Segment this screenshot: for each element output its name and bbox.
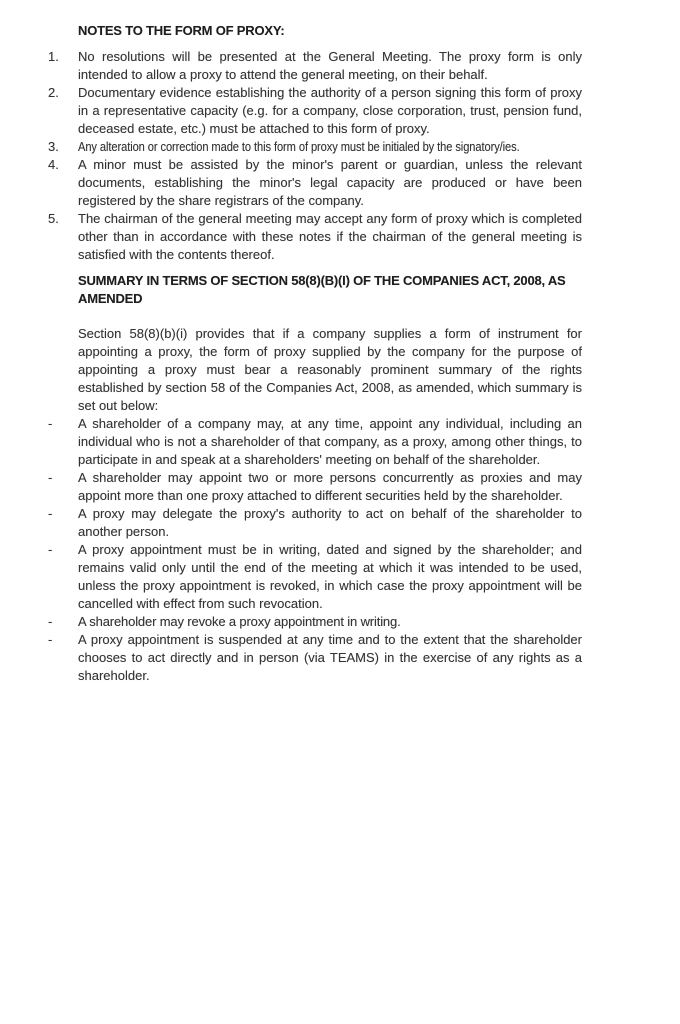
summary-point-text: A proxy appointment is suspended at any time and to the extent that the shareholder chooses to act directly and in person (via TEAMS) in the exercise of any rights as a shareholder. bbox=[78, 632, 582, 683]
dash-bullet: - bbox=[48, 506, 53, 521]
summary-heading: SUMMARY IN TERMS OF SECTION 58(8)(B)(I) OF THE COMPANIES ACT, 2008, AS AMENDED bbox=[78, 273, 566, 306]
note-item bbox=[48, 48, 582, 84]
summary-point bbox=[48, 415, 582, 469]
notes-list bbox=[48, 48, 582, 264]
dash-bullet: - bbox=[48, 614, 53, 629]
summary-intro: Section 58(8)(b)(i) provides that if a company supplies a form of instrument for appointing a proxy, the form of proxy supplied by the company for the purpose of appointing a proxy must bear a reasonably prominent summary of the rights established by section 58 of the Companies Act, 2008, as amended, which summary is set out below: bbox=[78, 326, 582, 413]
note-item bbox=[48, 210, 582, 264]
dash-bullet: - bbox=[48, 542, 53, 557]
summary-point bbox=[48, 541, 582, 613]
summary-point-text: A shareholder may revoke a proxy appointment in writing. bbox=[78, 614, 401, 629]
dash-bullet: - bbox=[48, 632, 53, 647]
summary-point bbox=[48, 631, 582, 685]
note-number: 5. bbox=[48, 211, 59, 226]
note-number: 4. bbox=[48, 157, 59, 172]
summary-point-text: A proxy may delegate the proxy's authority to act on behalf of the shareholder to another person. bbox=[78, 506, 582, 539]
summary-point bbox=[48, 469, 582, 505]
dash-bullet: - bbox=[48, 416, 53, 431]
note-number: 1. bbox=[48, 49, 59, 64]
summary-points-list bbox=[48, 415, 582, 685]
note-item bbox=[48, 84, 582, 138]
note-text: No resolutions will be presented at the General Meeting. The proxy form is only intended to allow a proxy to attend the general meeting, on their behalf. bbox=[78, 49, 582, 82]
summary-point-text: A shareholder may appoint two or more persons concurrently as proxies and may appoint more than one proxy attached to different securities held by the shareholder. bbox=[78, 470, 582, 503]
summary-point-text: A shareholder of a company may, at any time, appoint any individual, including an individual who is not a shareholder of that company, as a proxy, among other things, to participate in and speak at a shareholders' meeting on behalf of the shareholder. bbox=[78, 416, 582, 467]
note-text: A minor must be assisted by the minor's parent or guardian, unless the relevant documents, establishing the minor's legal capacity are produced or have been registered by the share registrars of the company. bbox=[78, 157, 582, 208]
note-text: Documentary evidence establishing the authority of a person signing this form of proxy in a representative capacity (e.g. for a company, close corporation, trust, pension fund, deceased estate, etc.) must be attached to this form of proxy. bbox=[78, 85, 582, 136]
summary-point bbox=[48, 613, 582, 631]
note-text: The chairman of the general meeting may accept any form of proxy which is completed other than in accordance with these notes if the chairman of the general meeting is satisfied with the contents thereof. bbox=[78, 211, 582, 262]
summary-point-text: A proxy appointment must be in writing, dated and signed by the shareholder; and remains valid only until the end of the meeting at which it was intended to be used, unless the proxy appointment is revoked, in which case the proxy appointment will be cancelled with effect from such revocation. bbox=[78, 542, 582, 611]
dash-bullet: - bbox=[48, 470, 53, 485]
notes-heading: NOTES TO THE FORM OF PROXY: bbox=[78, 23, 285, 38]
note-item bbox=[48, 156, 582, 210]
summary-point bbox=[48, 505, 582, 541]
note-item bbox=[48, 138, 582, 156]
note-number: 3. bbox=[48, 139, 59, 154]
note-text: Any alteration or correction made to this form of proxy must be initialed by the signatory/ies. bbox=[78, 139, 520, 154]
note-number: 2. bbox=[48, 85, 59, 100]
